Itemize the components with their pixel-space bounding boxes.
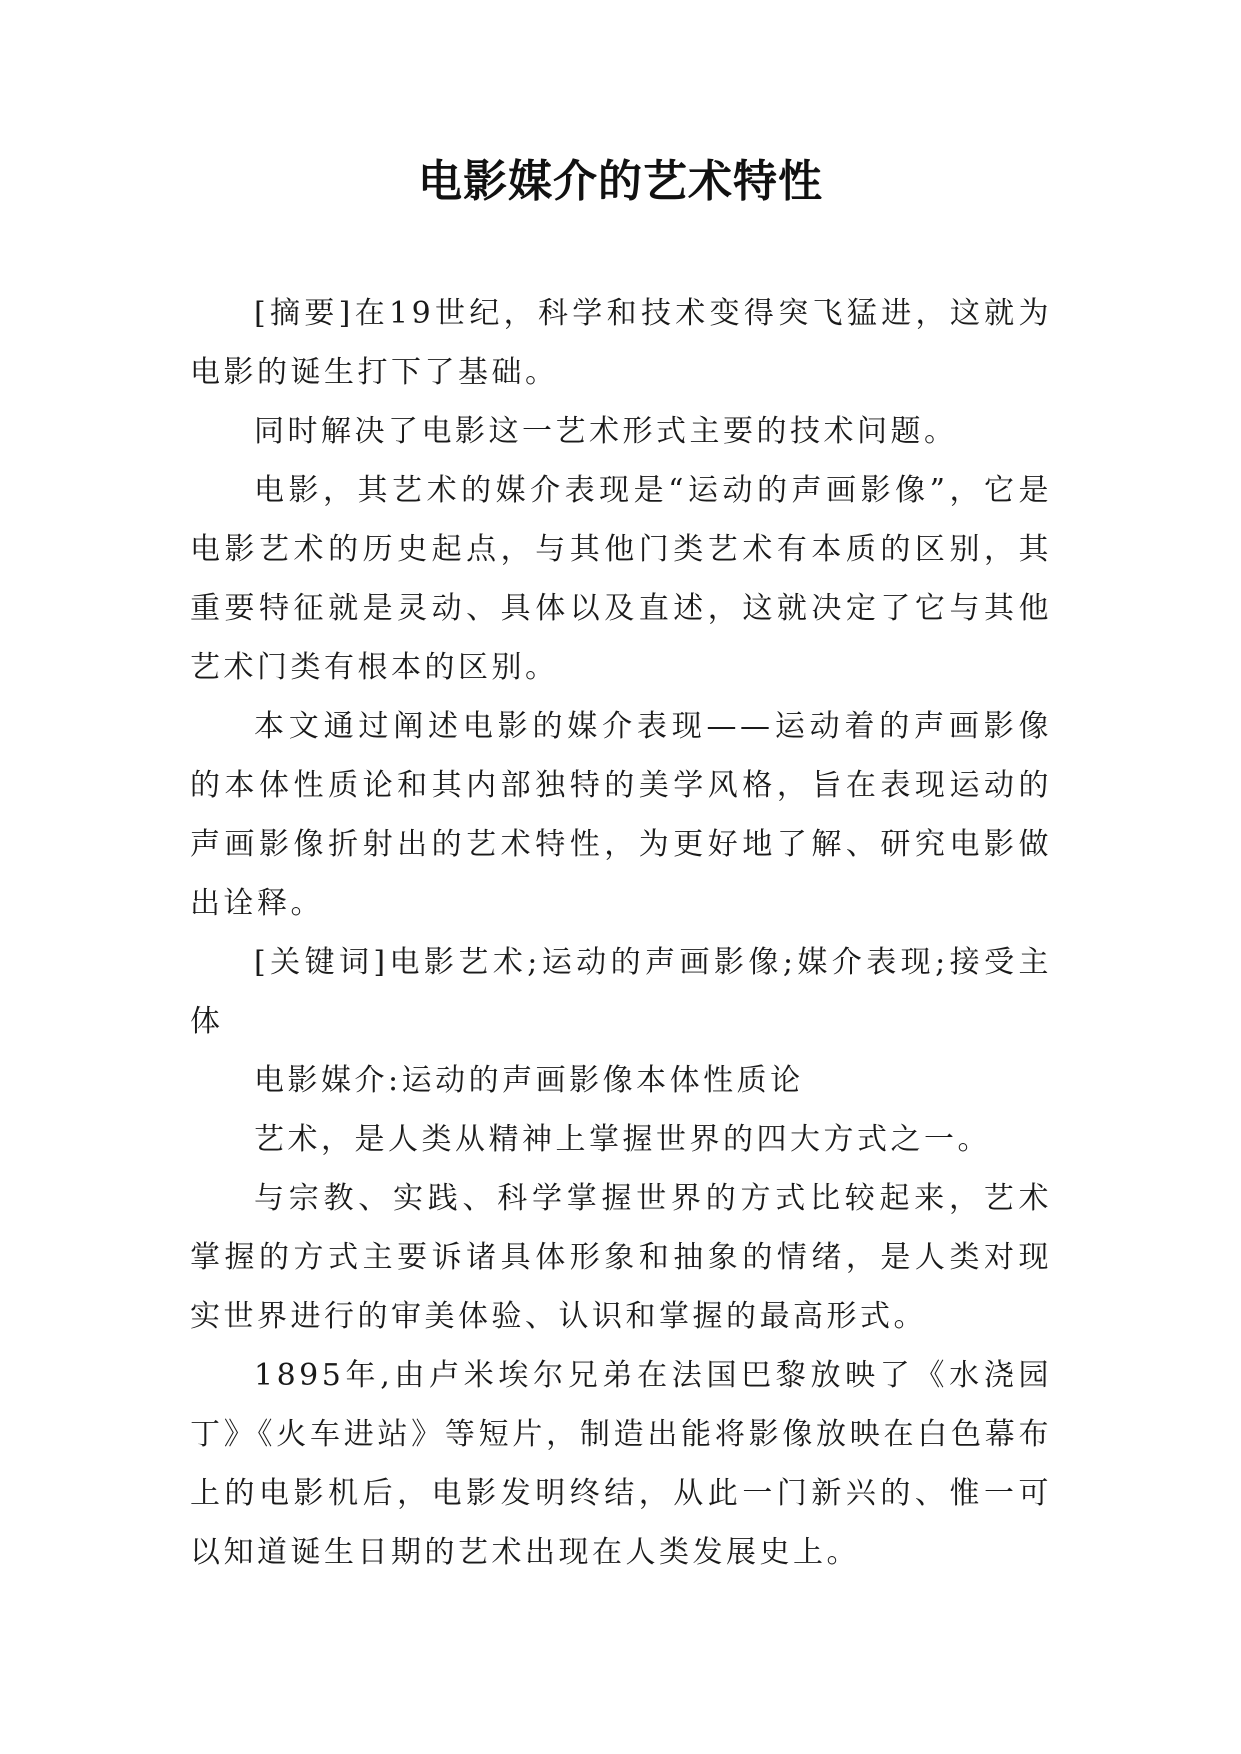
document-body bbox=[190, 284, 1052, 1582]
body-paragraph: 电影，其艺术的媒介表现是“运动的声画影像”，它是电影艺术的历史起点，与其他门类艺术有本质的区别，其重要特征就是灵动、具体以及直述，这就决定了它与其他艺术门类有根本的区别。 bbox=[190, 473, 1052, 685]
abstract-paragraph: [摘要]在19世纪，科学和技术变得突飞猛进，这就为电影的诞生打下了基础。 bbox=[190, 296, 1052, 390]
body-paragraph: 与宗教、实践、科学掌握世界的方式比较起来，艺术掌握的方式主要诉诸具体形象和抽象的情绪，是人类对现实世界进行的审美体验、认识和掌握的最高形式。 bbox=[190, 1181, 1052, 1334]
section-heading: 电影媒介:运动的声画影像本体性质论 bbox=[254, 1063, 804, 1098]
keywords-paragraph: [关键词]电影艺术;运动的声画影像;媒介表现;接受主体 bbox=[190, 945, 1052, 1039]
body-paragraph: 本文通过阐述电影的媒介表现——运动着的声画影像的本体性质论和其内部独特的美学风格，旨在表现运动的声画影像折射出的艺术特性，为更好地了解、研究电影做出诠释。 bbox=[190, 709, 1052, 921]
document-title: 电影媒介的艺术特性 bbox=[418, 156, 823, 207]
body-paragraph: 1895年,由卢米埃尔兄弟在法国巴黎放映了《水浇园丁》《火车进站》等短片，制造出能将影像放映在白色幕布上的电影机后，电影发明终结，从此一门新兴的、惟一可以知道诞生日期的艺术出现在人类发展史上。 bbox=[190, 1358, 1052, 1570]
body-paragraph: 艺术，是人类从精神上掌握世界的四大方式之一。 bbox=[254, 1122, 991, 1157]
body-paragraph: 同时解决了电影这一艺术形式主要的技术问题。 bbox=[254, 414, 958, 449]
